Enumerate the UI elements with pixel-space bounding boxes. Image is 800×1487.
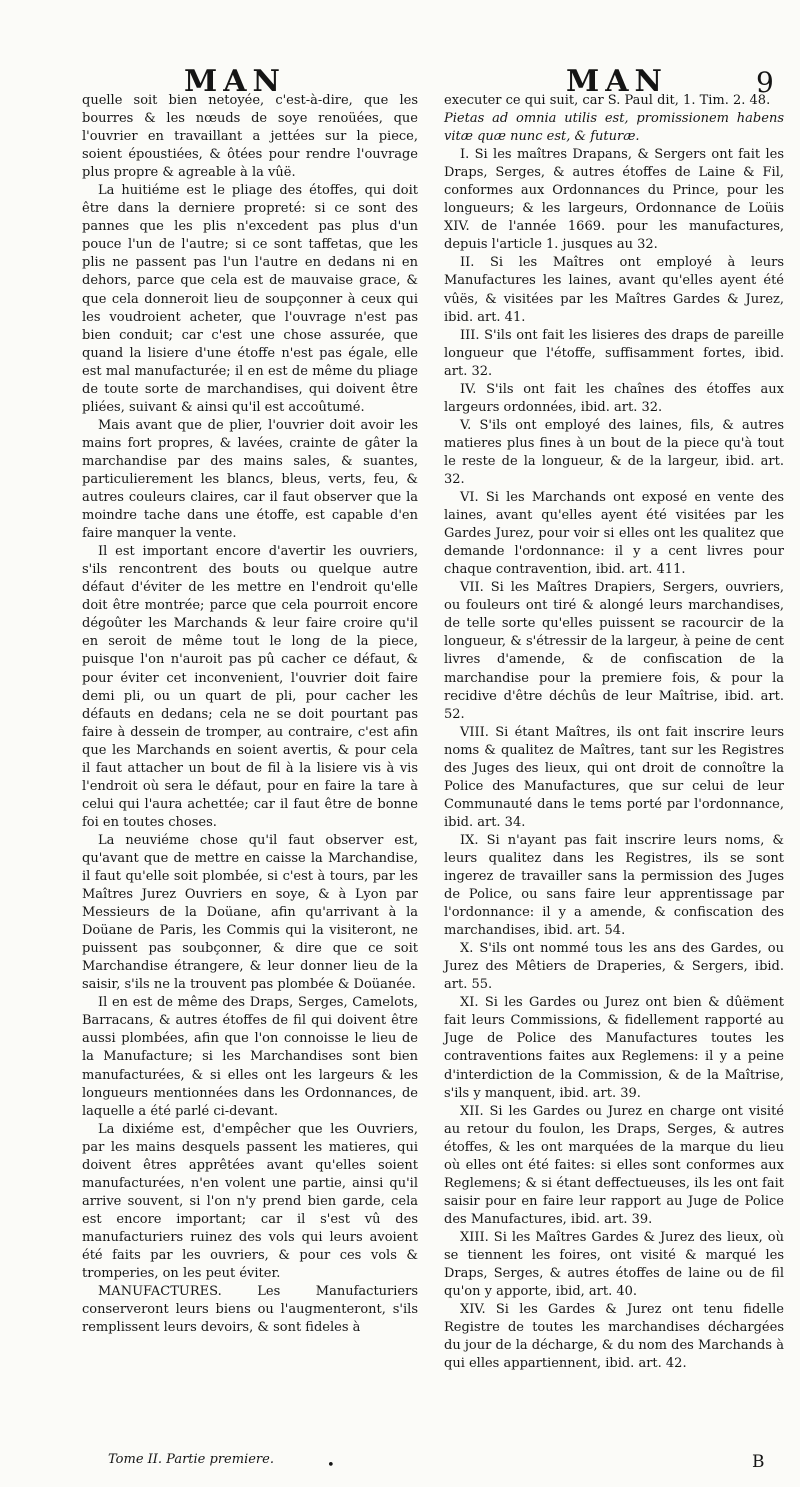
paragraph: MANUFACTURES. Les Manufacturiers conserveront leurs biens ou l'augmenteront, s'ils remplissent leurs devoirs, & sont fideles à: [82, 1284, 418, 1336]
paragraph: VIII. Si étant Maîtres, ils ont fait inscrire leurs noms & qualitez de Maîtres, tant sur les Registres des Juges des lieux, qui ont droit de connoître la Police des Manufactures, que sur celui de leur Communauté dans le tems porté par l'ordonnance, ibid. art. 34.: [444, 724, 784, 830]
paragraph: I. Si les maîtres Drapans, & Sergers ont fait les Draps, Serges, & autres étoffes de Laine & Fil, conformes aux Ordonnances du Prince, pour les longueurs; & les largeurs, Ordonnance de Loüis XIV. de l'année 1669. pour les manufactures, depuis l'article 1. jusques au 32.: [444, 147, 784, 253]
paragraph: VI. Si les Marchands ont exposé en vente des laines, avant qu'elles ayent été visitées par les Gardes Jurez, pour voir si elles ont les qualitez que demande l'ordonnance: il y a cent livres pour chaque contravention, ibid. art. 411.: [444, 490, 784, 578]
footer-dot: •: [327, 1458, 335, 1473]
paragraph: XI. Si les Gardes ou Jurez ont bien & dûëment fait leurs Commissions, & fidellement rapporté au Juge de Police des Manufactures toutes les contraventions faites aux Reglemens: il y a peine d'interdiction de la Commission, & de la Maîtrise, s'ils y manquent, ibid. art. 39.: [444, 995, 784, 1101]
volume-footer: Tome II. Partie premiere.: [108, 1452, 274, 1467]
paragraph: quelle soit bien netoyée, c'est-à-dire, que les bourres & les nœuds de soye renoüées, que l'ouvrier en travaillant a jettées sur la piece, soient époustiées, & ôtées pour rendre l'ouvrage plus propre & agreable à la vûë.: [82, 93, 418, 181]
paragraph: V. S'ils ont employé des laines, fils, & autres matieres plus fines à un bout de la piece qu'à tout le reste de la longueur, & de la largeur, ibid. art. 32.: [444, 417, 784, 487]
signature-mark: B: [752, 1452, 765, 1472]
paragraph: II. Si les Maîtres ont employé à leurs Manufactures les laines, avant qu'elles ayent été vûës, & visitées par les Maîtres Gardes & Jurez, ibid. art. 41.: [444, 255, 784, 325]
left-column: [82, 92, 418, 1337]
running-head-right: MAN: [566, 64, 668, 99]
paragraph: La neuviéme chose qu'il faut observer est, qu'avant que de mettre en caisse la Marchandise, il faut qu'elle soit plombée, si c'est à tours, par les Maîtres Jurez Ouvriers en soye, & à Lyon par Messieurs de la Doüane, afin qu'arrivant à la Doüane de Paris, les Commis qui la visiteront, ne puissent pas soubçonner, & dire que ce soit Marchandise étrangere, & leur donner lieu de la saisir, s'ils ne la trouvent pas plombée & Doüanée.: [82, 832, 418, 993]
paragraph: La huitiéme est le pliage des étoffes, qui doit être dans la derniere propreté: si ce sont des pannes que les plis n'excedent pas plus d'un pouce l'un de l'autre; si ce sont taffetas, que les plis ne passent pas l'un l'autre en dedans ni en dehors, parce que cela est de mauvaise grace, & que cela donneroit lieu de soupçonner à ceux qui les voudroient acheter, que l'ouvrage n'est pas bien conduit; car c'est une chose assurée, que quand la lisiere d'une étoffe n'est pas égale, elle est mal manufacturée; il en est de même du pliage de toute sorte de marchandises, qui doivent être pliées, suivant & ainsi qu'il est accoûtumé.: [82, 183, 418, 415]
paragraph: XIV. Si les Gardes & Jurez ont tenu fidelle Registre de toutes les marchandises déchargées du jour de la décharge, & du nom des Marchands à qui elles appartiennent, ibid. art. 42.: [444, 1302, 784, 1372]
right-column: [444, 92, 784, 1373]
paragraph: Il en est de même des Draps, Serges, Camelots, Barracans, & autres étoffes de fil qui doivent être aussi plombées, afin que l'on connoisse le lieu de la Manufacture; si les Marchandises sont bien manufacturées, & si elles ont les largeurs & les longueurs mentionnées dans les Ordonnances, de laquelle a été parlé ci-devant.: [82, 995, 418, 1119]
paragraph: Mais avant que de plier, l'ouvrier doit avoir les mains fort propres, & lavées, crainte de gâter la marchandise par des mains sales, & suantes, particulierement les blancs, bleus, verts, feu, & autres couleurs claires, car il faut observer que la moindre tache dans une étoffe, est capable d'en faire manquer la vente.: [82, 417, 418, 542]
paragraph: executer ce qui suit, car S. Paul dit, 1. Tim. 2. 48.: [444, 93, 771, 108]
running-head-left: MAN: [184, 64, 286, 99]
paragraph: XII. Si les Gardes ou Jurez en charge ont visité au retour du foulon, les Draps, Serges, & autres étoffes, & les ont marquées de la marque du lieu où elles ont été faites: si elles sont conformes aux Reglemens; & si étant deffectueuses, ils les ont fait saisir pour en faire leur rapport au Juge de Police des Manufactures, ibid. art. 39.: [444, 1103, 784, 1227]
paragraph: VII. Si les Maîtres Drapiers, Sergers, ouvriers, ou fouleurs ont tiré & alongé leurs marchandises, de telle sorte qu'elles puissent se racourcir de la longueur, & s'étressir de la largeur, à peine de cent livres d'amende, & de confiscation de la marchandise pour la premiere fois, & pour la recidive d'être déchûs de leur Maîtrise, ibid. art. 52.: [444, 580, 784, 722]
page-number: 9: [756, 66, 774, 99]
paragraph: Pietas ad omnia utilis est, promissionem habens vitæ quæ nunc est, & futuræ.: [444, 111, 784, 145]
paragraph: III. S'ils ont fait les lisieres des draps de pareille longueur que l'étoffe, suffisamment fortes, ibid. art. 32.: [444, 327, 784, 379]
paragraph: IV. S'ils ont fait les chaînes des étoffes aux largeurs ordonnées, ibid. art. 32.: [444, 381, 784, 415]
paragraph: Il est important encore d'avertir les ouvriers, s'ils rencontrent des bouts ou quelque autre défaut d'éviter de les mettre en l'endroit qu'elle doit être montrée; parce que cela pourroit encore dégoûter les Marchands & leur faire croire qu'il en seroit de même tout le long de la piece, puisque l'on n'auroit pas pû cacher ce défaut, & pour éviter cet inconvenient, l'ouvrier doit faire demi pli, ou un quart de pli, pour cacher les défauts en dedans; cela ne se doit pourtant pas faire à dessein de tromper, au contraire, c'est afin que les Marchands en soient avertis, & pour cela il faut attacher un bout de fil à la lisiere vis à vis l'endroit où sera le défaut, pour en faire la tare à celui qui l'aura achettée; car il faut être de bonne foi en toutes choses.: [82, 544, 418, 830]
paragraph: XIII. Si les Maîtres Gardes & Jurez des lieux, où se tiennent les foires, ont visité & marqué les Draps, Serges, & autres étoffes de laine ou de fil qu'on y apporte, ibid, art. 40.: [444, 1229, 784, 1300]
paragraph: IX. Si n'ayant pas fait inscrire leurs noms, & leurs qualitez dans les Registres, ils se sont ingerez de travailler sans la permission des Juges de Police, ou sans faire leur apprentissage par l'ordonnance: il y a amende, & confiscation des marchandises, ibid. art. 54.: [444, 832, 784, 939]
paragraph: La dixiéme est, d'empêcher que les Ouvriers, par les mains desquels passent les matieres, qui doivent êtres apprêtées avant qu'elles soient manufacturées, n'en volent une partie, ainsi qu'il arrive souvent, si l'on n'y prend bien garde, cela est encore important; car il s'est vû des manufacturiers ruinez des vols qui leurs avoient été faits par les ouvriers, & pour ces vols & tromperies, on les peut éviter.: [82, 1121, 418, 1282]
paragraph: X. S'ils ont nommé tous les ans des Gardes, ou Jurez des Mêtiers de Draperies, & Sergers, ibid. art. 55.: [444, 941, 784, 993]
